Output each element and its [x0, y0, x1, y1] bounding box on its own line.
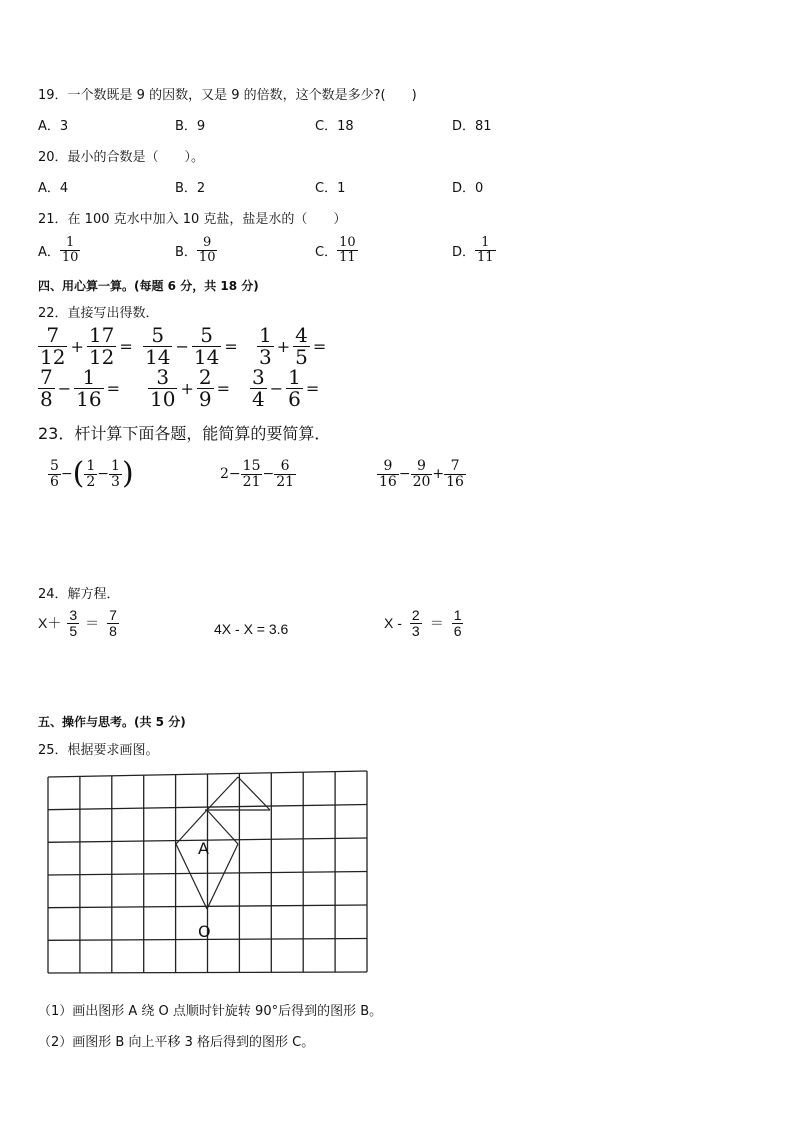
label-a: A — [198, 839, 209, 858]
q21-option-b: B． $\frac{9}{10}$ — [175, 235, 216, 265]
q22-expr-5: $\frac{3}{10}$ + $\frac{2}{9}$ = — [150, 365, 230, 411]
kite-shape-a — [176, 777, 270, 909]
q23-expr-1: $\frac{5}{6}$ − ( $\frac{1}{2}$ − $\frac{1}{3}$ ) — [50, 456, 134, 492]
q24-equation-3: X - $\frac{2}{3}$ ＝ $\frac{1}{6}$ — [384, 607, 462, 639]
q23-expr-2: 2 − $\frac{15}{21}$ − $\frac{6}{21}$ — [220, 458, 295, 490]
q21-option-a: A． $\frac{1}{10}$ — [38, 235, 79, 265]
section-5-title: 五、操作与思考。(共 5 分) — [38, 715, 186, 729]
grid-lines — [48, 771, 367, 973]
kite-edge — [207, 777, 238, 810]
q25-sub-2: （2）画图形 B 向上平移 3 格后得到的图形 C。 — [38, 1035, 315, 1050]
q24-equation-2: 4X - X = 3.6 — [214, 621, 289, 637]
section-4-title: 四、用心算一算。(每题 6 分，共 18 分) — [38, 279, 259, 293]
q19-option-d: D．81 — [452, 119, 492, 134]
kite-edge — [238, 777, 270, 810]
question-19: 19．一个数既是 9 的因数，又是 9 的倍数，这个数是多少?( ) — [38, 88, 417, 103]
q19-option-c: C．18 — [315, 119, 354, 134]
q25-sub-1: （1）画出图形 A 绕 O 点顺时针旋转 90°后得到的图形 B。 — [38, 1004, 383, 1019]
q24-equation-1: X＋ $\frac{3}{5}$ ＝ $\frac{7}{8}$ — [38, 607, 117, 639]
question-25: 25．根据要求画图。 — [38, 743, 159, 758]
grid-horizontal-line — [48, 972, 367, 973]
question-21: 21．在 100 克水中加入 10 克盐，盐是水的（ ） — [38, 212, 347, 227]
q22-expr-6: $\frac{3}{4}$ − $\frac{1}{6}$ = — [252, 365, 320, 411]
q20-option-c: C．1 — [315, 181, 346, 196]
question-24: 24．解方程． — [38, 587, 120, 602]
q19-option-a: A．3 — [38, 119, 69, 134]
q22-expr-4: $\frac{7}{8}$ − $\frac{1}{16}$ = — [40, 365, 120, 411]
q22-expr-2: $\frac{5}{14}$ − $\frac{5}{14}$ = — [145, 323, 238, 369]
q19-option-b: B．9 — [175, 119, 206, 134]
drawing-grid — [40, 766, 380, 980]
q23-expr-3: $\frac{9}{16}$ − $\frac{9}{20}$ + $\frac{7}{16}$ — [379, 458, 464, 490]
kite-edge — [207, 810, 238, 844]
kite-edge — [207, 844, 238, 909]
question-20: 20．最小的合数是（ ）。 — [38, 150, 205, 165]
question-22: 22．直接写出得数． — [38, 306, 159, 321]
q21-option-d: D． $\frac{1}{11}$ — [452, 235, 494, 265]
question-23: 23．杆计算下面各题，能简算的要简算． — [38, 424, 331, 443]
q20-option-b: B．2 — [175, 181, 206, 196]
q22-expr-1: $\frac{7}{12}$ + $\frac{17}{12}$ = — [40, 323, 133, 369]
q22-expr-3: $\frac{1}{3}$ + $\frac{4}{5}$ = — [259, 323, 327, 369]
label-o: O — [198, 922, 211, 941]
q20-option-a: A．4 — [38, 181, 69, 196]
q20-option-d: D．0 — [452, 181, 484, 196]
q21-option-c: C． $\frac{10}{11}$ — [315, 235, 356, 265]
